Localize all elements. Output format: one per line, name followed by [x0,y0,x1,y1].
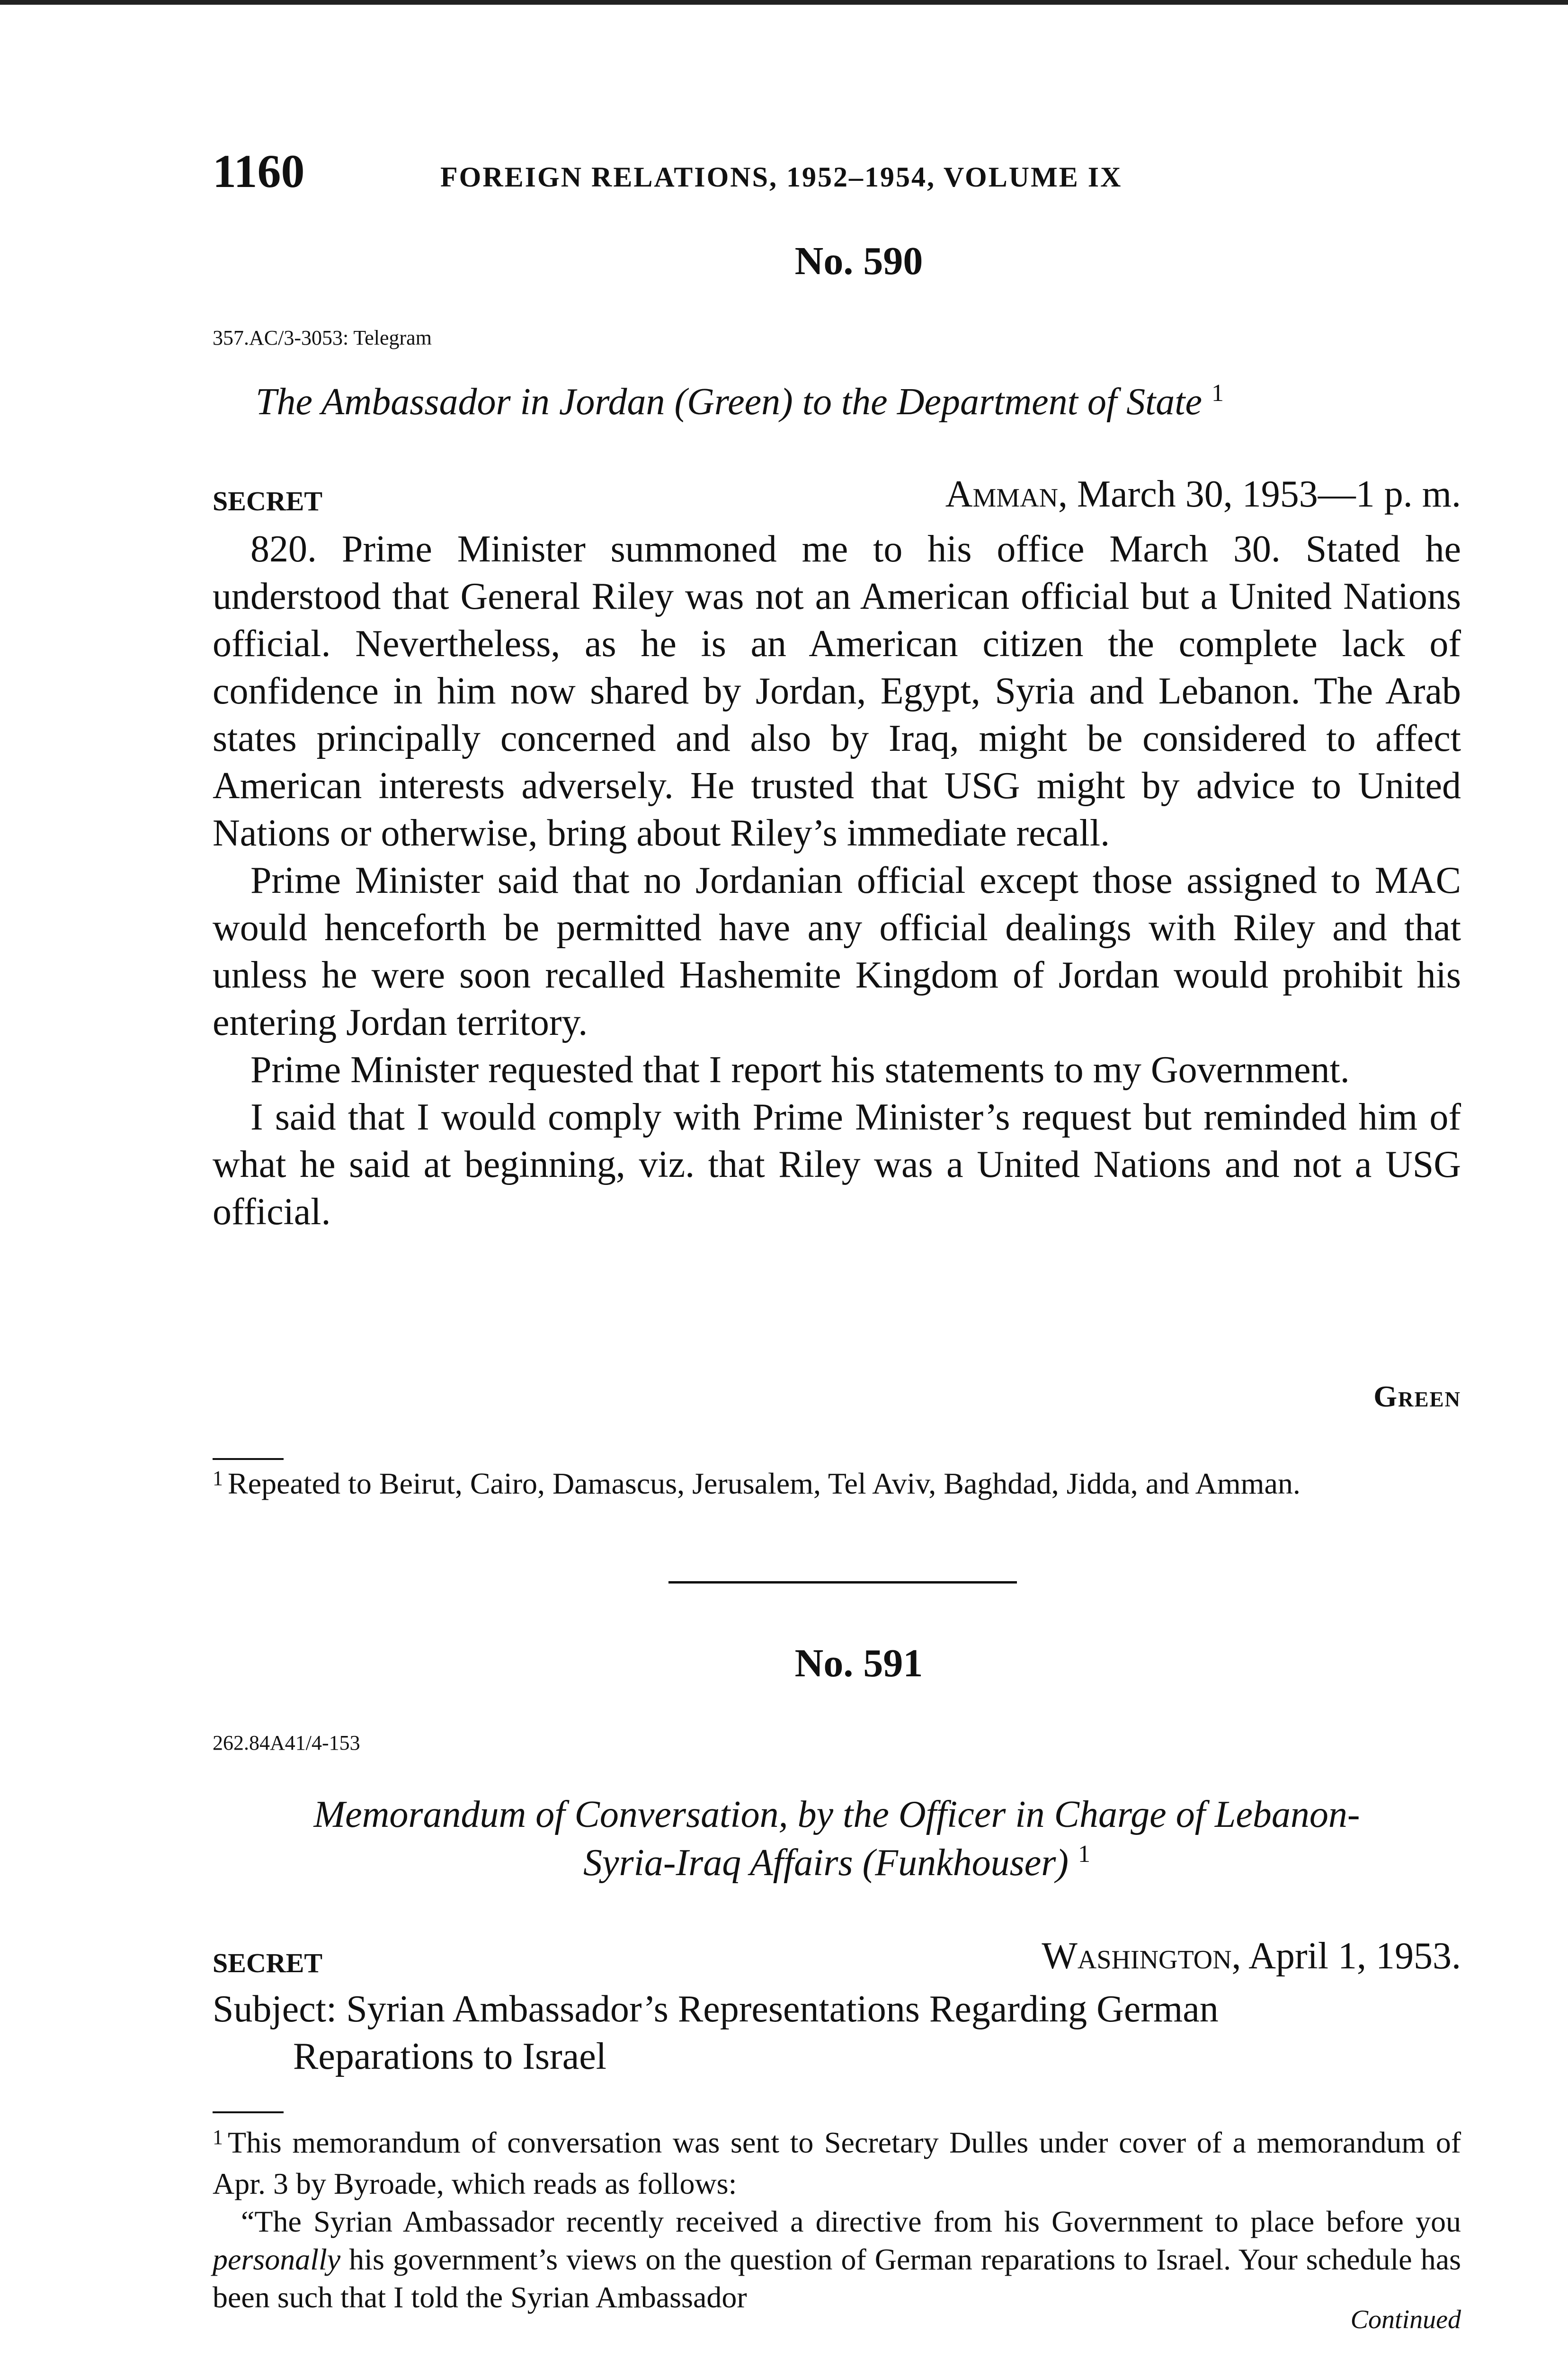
footnote-paragraph [213,2203,1461,2316]
footnote [213,2124,1461,2316]
classification-label: SECRET [213,486,323,516]
subject-line-2: Reparations to Israel [293,2036,606,2077]
classification-label: SECRET [213,1948,323,1978]
dateline [663,475,1461,513]
body-paragraph: Prime Minister requested that I report his statements to my Government. [250,1049,1350,1091]
footnote-text: Repeated to Beirut, Cairo, Damascus, Jerusalem, Tel Aviv, Baghdad, Jidda, and Amman. [228,1467,1301,1500]
document-title [256,378,1224,431]
footnote-paragraph [213,1465,1461,1506]
footnote-text: This memorandum of conversation was sent to Secretary Dulles under cover of a memorandum of Apr. 3 by Byroade, which reads as follows: [213,2126,1461,2200]
document-title [213,1790,1461,1892]
section-separator [668,1581,1017,1584]
document-title-line: Memorandum of Conversation, by the Officer in Charge of Lebanon- [313,1794,1360,1835]
subject-line [213,1985,1461,2080]
footnote-text: “The Syrian Ambassador recently received a directive from his Government to place before you [241,2205,1461,2238]
dateline [757,1937,1461,1975]
dateline-place: Amman [945,473,1058,515]
continued-note: Continued [1350,2305,1461,2334]
body-paragraph: Prime Minister said that no Jordanian official except those assigned to MAC would henceforth be permitted have any official dealings with Riley and that unless he were soon recalled Hashemite Kingdom of Jordan would prohibit his entering Jordan territory. [213,860,1461,1043]
document-number: No. 591 [794,1641,923,1685]
footnote-paragraph [213,2124,1461,2203]
footnote-mark: 1 [213,2126,223,2149]
footnote-reference-mark: 1 [1212,380,1224,407]
telegram-body [213,525,1461,1236]
footnote-text: his government’s views on the question of German reparations to Israel. Your schedule has been such that I told the Syrian Ambassador [213,2242,1461,2314]
dateline-place: Washington [1042,1935,1232,1977]
file-reference: 262.84A41/4-153 [213,1731,360,1754]
footnote-emphasis: personally [213,2242,341,2276]
running-title: FOREIGN RELATIONS, 1952–1954, VOLUME IX [440,161,1123,193]
footnote-reference-mark: 1 [1078,1841,1091,1868]
file-reference: 357.AC/3-3053: Telegram [213,326,432,349]
body-paragraph: 820. Prime Minister summoned me to his office March 30. Stated he understood that General Riley was not an American official but a United Nations official. Nevertheless, as he is an American citizen the complete lack of confidence in him now shared by Jordan, Egypt, Syria and Lebanon. The Arab states principally concerned and also by Iraq, might be considered to affect American interests adversely. He trusted that USG might by advice to United Nations or otherwise, bring about Riley’s immediate recall. [213,528,1461,854]
subject-line-1: Subject: Syrian Ambassador’s Representations Regarding German [213,1988,1219,2030]
document-number: No. 590 [794,239,923,283]
page-top-edge [0,0,1568,5]
footnote [213,1465,1461,1506]
dateline-date: , March 30, 1953—1 p. m. [1058,473,1461,515]
signature: Green [1373,1379,1461,1413]
dateline-date: , April 1, 1953. [1231,1935,1461,1977]
document-title-line [213,1839,1461,1892]
document-title-text: Syria-Iraq Affairs (Funkhouser) [583,1842,1069,1884]
body-paragraph: I said that I would comply with Prime Minister’s request but reminded him of what he said at beginning, viz. that Riley was a United Nations and not a USG official. [213,1096,1461,1233]
footnote-rule [213,1458,284,1460]
footnote-rule [213,2111,284,2113]
footnote-mark: 1 [213,1467,223,1490]
document-title-text: The Ambassador in Jordan (Green) to the Department of State [256,381,1203,423]
page-number: 1160 [213,145,305,197]
